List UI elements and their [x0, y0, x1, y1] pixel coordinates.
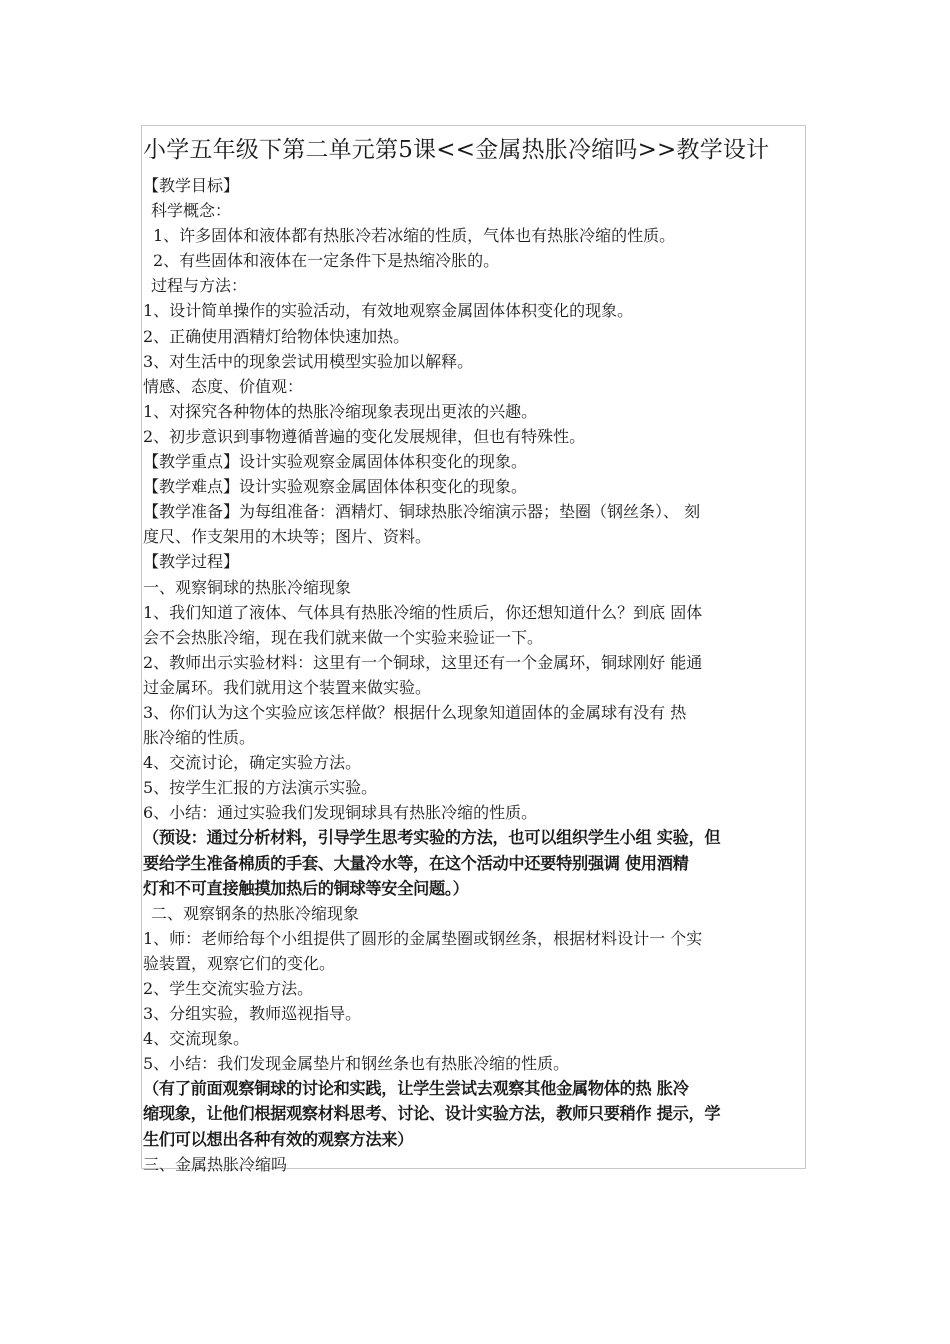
document-line: 胀冷缩的性质。 — [143, 728, 256, 748]
document-line: 4、交流讨论，确定实验方法。 — [143, 753, 362, 773]
document-line: 三、金属热胀冷缩吗 — [143, 1154, 288, 1174]
document-line: 【教学过程】 — [143, 552, 240, 572]
document-line: 5、小结：我们发现金属垫片和钢丝条也有热胀冷缩的性质。 — [143, 1054, 570, 1074]
document-line: 【教学准备】为每组准备：酒精灯、铜球热胀冷缩演示器；垫圈（钢丝条）、 刻 — [143, 502, 701, 522]
document-line: 6、小结：通过实验我们发现铜球具有热胀冷缩的性质。 — [143, 803, 538, 823]
document-line: 3、对生活中的现象尝试用模型实验加以解释。 — [143, 351, 474, 371]
document-line: 【教学目标】 — [143, 176, 240, 195]
document-line: 会不会热胀冷缩，现在我们就来做一个实验来验证一下。 — [143, 627, 544, 647]
document-content — [143, 128, 807, 1177]
document-line: 1、师：老师给每个小组提供了圆形的金属垫圈或钢丝条，根据材料设计一 个实 — [143, 928, 703, 948]
document-line: 验装置，观察它们的变化。 — [143, 953, 336, 973]
document-line: （有了前面观察铜球的讨论和实践，让学生尝试去观察其他金属物体的热 胀冷 — [143, 1079, 689, 1099]
document-line: 3、你们认为这个实验应该怎样做？根据什么现象知道固体的金属球有没有 热 — [143, 702, 687, 722]
document-line: 缩现象，让他们根据观察材料思考、讨论、设计实验方法，教师只要稍作 提示，学 — [143, 1104, 721, 1124]
document-line: 3、分组实验，教师巡视指导。 — [143, 1004, 362, 1024]
document-line: 2、教师出示实验材料：这里有一个铜球，这里还有一个金属环，铜球刚好 能通 — [143, 652, 703, 672]
document-title: 小学五年级下第二单元第5课<<金属热胀冷缩吗>>教学设计 — [143, 137, 770, 163]
document-line: 2、初步意识到事物遵循普遍的变化发展规律，但也有特殊性。 — [143, 426, 586, 446]
document-line: 二、观察钢条的热胀冷缩现象 — [151, 903, 360, 923]
document-line: 2、学生交流实验方法。 — [143, 979, 314, 998]
document-line: 2、正确使用酒精灯给物体快速加热。 — [143, 326, 410, 346]
document-line: 一、观察铜球的热胀冷缩现象 — [143, 577, 352, 597]
document-line: 1、我们知道了液体、气体具有热胀冷缩的性质后，你还想知道什么？到底 固体 — [143, 602, 703, 622]
document-line: 1、许多固体和液体都有热胀冷若冰缩的性质，气体也有热胀冷缩的性质。 — [153, 226, 676, 246]
document-body — [143, 173, 807, 1177]
document-line: 【教学难点】设计实验观察金属固体体积变化的现象。 — [143, 477, 528, 497]
document-line: 要给学生准备棉质的手套、大量冷水等，在这个活动中还要特别强调 使用酒精 — [143, 853, 689, 873]
document-line: 过金属环。我们就用这个装置来做实验。 — [143, 677, 432, 697]
document-line: （预设：通过分析材料，引导学生思考实验的方法，也可以组织学生小组 实验，但 — [143, 828, 721, 848]
document-line: 过程与方法： — [151, 276, 248, 296]
document-line: 灯和不可直接触摸加热后的铜球等安全问题。） — [143, 878, 469, 898]
document-line: 科学概念： — [151, 201, 232, 221]
document-line: 4、交流现象。 — [143, 1029, 250, 1049]
document-line: 2、有些固体和液体在一定条件下是热缩冷胀的。 — [153, 251, 500, 271]
document-line: 5、按学生汇报的方法演示实验。 — [143, 778, 378, 798]
document-line: 1、对探究各种物体的热胀冷缩现象表现出更浓的兴趣。 — [143, 401, 538, 421]
document-line: 生们可以想出各种有效的观察方法来） — [143, 1129, 414, 1149]
document-line: 1、设计简单操作的实验活动，有效地观察金属固体体积变化的现象。 — [143, 301, 634, 321]
document-line: 情感、态度、价值观： — [143, 376, 304, 396]
document-line: 度尺、作支架用的木块等；图片、资料。 — [143, 527, 432, 547]
document-line: 【教学重点】设计实验观察金属固体体积变化的现象。 — [143, 452, 528, 472]
